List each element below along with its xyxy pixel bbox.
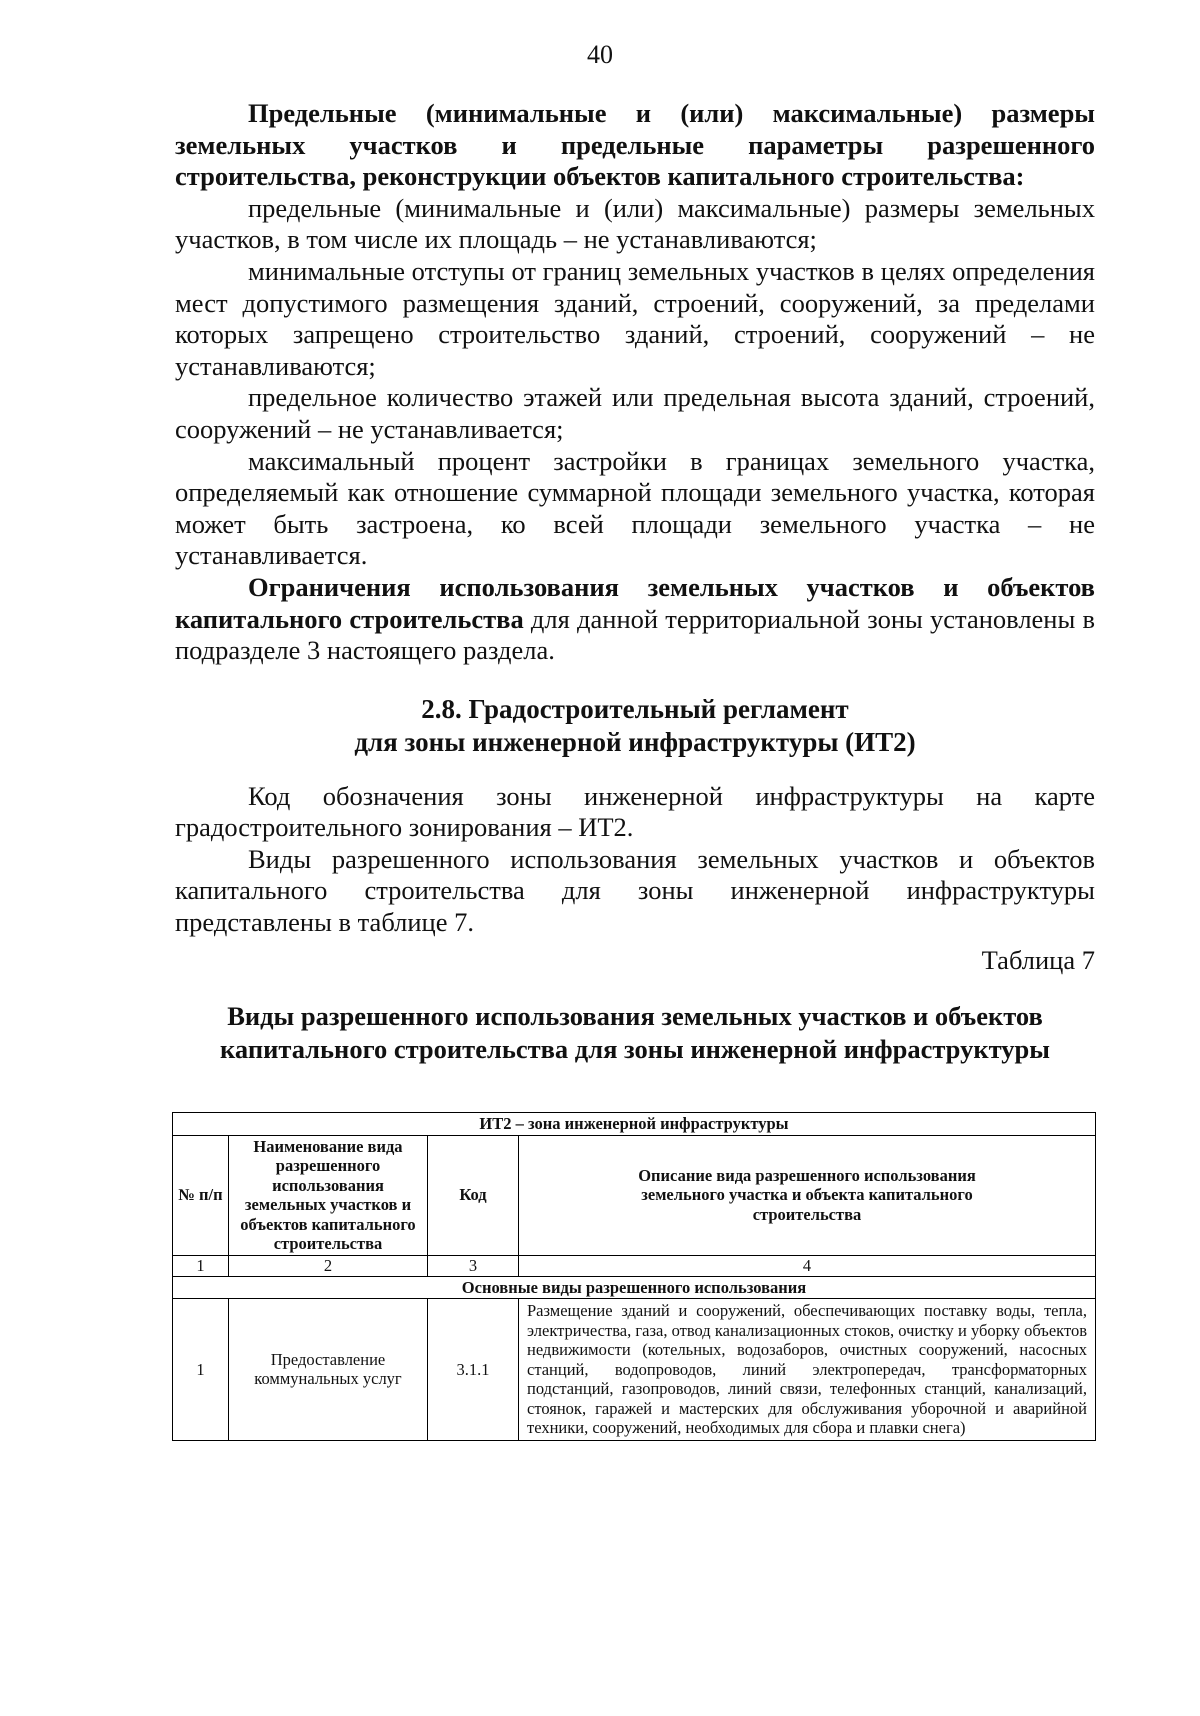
column-header-name: Наименование вида разрешенного использования земельных участков и объектов капитального строительства <box>229 1135 428 1255</box>
section-title-line2: для зоны инженерной инфраструктуры (ИТ2) <box>354 726 916 757</box>
table-group-header: Основные виды разрешенного использования <box>173 1276 1096 1299</box>
column-header-num: № п/п <box>173 1135 229 1255</box>
table-column-numbers-row <box>173 1255 1096 1276</box>
table-title-line1: Виды разрешенного использования земельных участков и объектов <box>227 1001 1043 1032</box>
table-row <box>173 1299 1096 1441</box>
restrictions-paragraph <box>175 572 1095 667</box>
column-header-code: Код <box>428 1135 519 1255</box>
usage-paragraph: Виды разрешенного использования земельных участков и объектов капитального строительства для зоны инженерной инфраструктуры представлены в таблице 7. <box>175 843 1095 938</box>
row-code: 3.1.1 <box>428 1299 519 1441</box>
column-number: 3 <box>428 1255 519 1276</box>
page-number: 40 <box>587 40 613 69</box>
column-header-description: Описание вида разрешенного использования земельного участка и объекта капитального строительства <box>519 1135 1096 1255</box>
limits-item-plot-size: предельные (минимальные и (или) максимальные) размеры земельных участков, в том числе их площадь – не устанавливаются; <box>175 192 1095 255</box>
table-title-line2: капитального строительства для зоны инженерной инфраструктуры <box>220 1034 1050 1065</box>
limits-item-setbacks: минимальные отступы от границ земельных участков в целях определения мест допустимого размещения зданий, строений, сооружений, за пределами которых запрещено строительство зданий, строений, сооружений – не устанавливаются; <box>175 255 1095 381</box>
document-body <box>175 98 1095 1066</box>
section-title-line1: 2.8. Градостроительный регламент <box>421 693 849 724</box>
table-group-header-row <box>173 1276 1096 1299</box>
table-zone-header-row <box>173 1113 1096 1136</box>
row-description: Размещение зданий и сооружений, обеспечивающих поставку воды, тепла, электричества, газа, отвод канализационных стоков, очистку и уборку объектов недвижимости (котельных, водозаборов, очистных сооружений, насосных станций, водопроводов, линий электропередач, трансформаторных подстанций, газопроводов, линий связи, телефонных станций, канализаций, стоянок, гаражей и мастерских для обслуживания уборочной и аварийной техники, сооружений, необходимых для сбора и плавки снега) <box>519 1299 1096 1441</box>
column-number: 2 <box>229 1255 428 1276</box>
column-number: 4 <box>519 1255 1096 1276</box>
usage-table <box>172 1112 1096 1441</box>
limits-item-coverage: максимальный процент застройки в границах земельного участка, определяемый как отношение суммарной площади земельного участка, которая может быть застроена, ко всей площади земельного участка – не устанавливается. <box>175 445 1095 571</box>
limits-item-floors: предельное количество этажей или предельная высота зданий, строений, сооружений – не устанавливается; <box>175 382 1095 444</box>
restrictions-bold: Ограничения использования земельных участков и объектов капитального строительства <box>175 571 1095 634</box>
table-zone-header: ИТ2 – зона инженерной инфраструктуры <box>173 1113 1096 1136</box>
limits-title: Предельные (минимальные и (или) максимальные) размеры земельных участков и предельные параметры разрешенного строительства, реконструкции объектов капитального строительства: <box>175 98 1095 192</box>
restrictions-rest: для данной территориальной зоны установлены в подразделе 3 настоящего раздела. <box>175 603 1096 666</box>
row-name: Предоставление коммунальных услуг <box>229 1299 428 1441</box>
column-number: 1 <box>173 1255 229 1276</box>
table-column-header-row <box>173 1135 1096 1255</box>
row-num: 1 <box>173 1299 229 1441</box>
zone-code-paragraph: Код обозначения зоны инженерной инфраструктуры на карте градостроительного зонирования – ИТ2. <box>175 780 1095 843</box>
table-label: Таблица 7 <box>981 944 1095 975</box>
